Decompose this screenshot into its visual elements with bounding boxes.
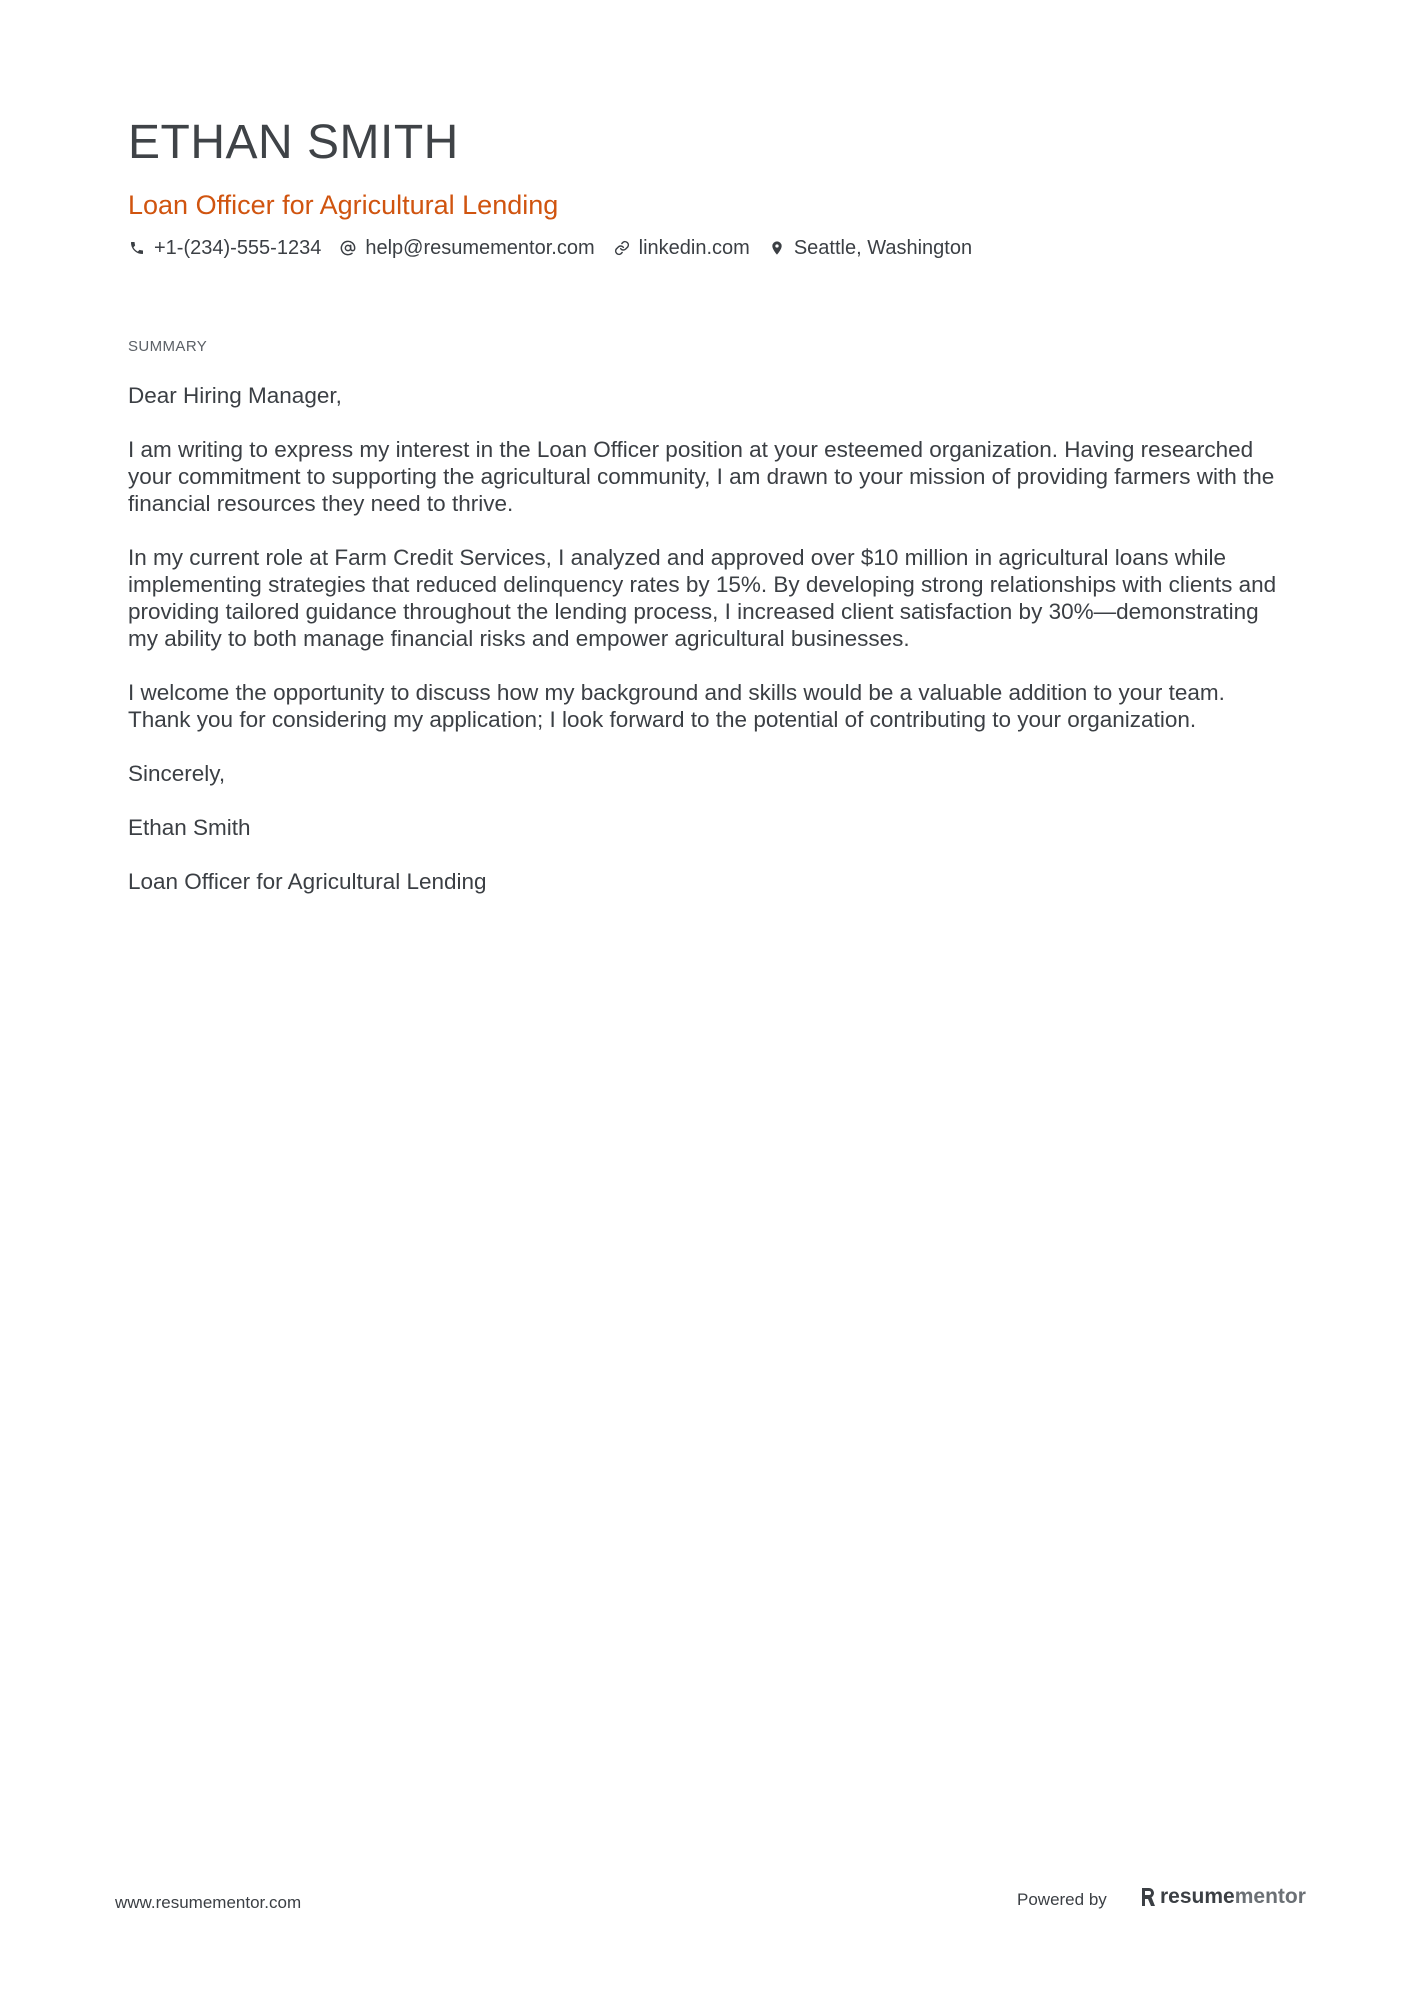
footer-website-link[interactable]: www.resumementor.com (115, 1893, 302, 1912)
phone-text: +1-(234)-555-1234 (154, 237, 322, 259)
phone-icon (128, 239, 146, 257)
closing: Sincerely, (128, 761, 226, 786)
paragraph: I welcome the opportunity to discuss how my background and skills would be a valuable addition to your team. Thank you for considering my application; I look forward to the potential of contributing to your organization. (128, 680, 1225, 732)
brand-logo[interactable] (1140, 1885, 1306, 1909)
greeting: Dear Hiring Manager, (128, 383, 342, 408)
candidate-role: Loan Officer for Agricultural Lending (128, 190, 559, 220)
candidate-name: ETHAN SMITH (128, 116, 459, 169)
contact-phone (128, 234, 321, 262)
powered-by-label: Powered by (1017, 1890, 1107, 1909)
map-pin-icon (768, 239, 786, 257)
paragraph: In my current role at Farm Credit Services, I analyzed and approved over $10 million in agricultural loans while implementing strategies that reduced delinquency rates by 15%. By developing strong relationships with clients and providing tailored guidance throughout the lending process, I increased client satisfaction by 30%—demonstrating my ability to both manage financial risks and empower agricultural businesses. (128, 545, 1277, 651)
contact-location (768, 234, 972, 262)
contact-email (339, 234, 594, 262)
contact-linkedin (613, 234, 750, 262)
location-text: Seattle, Washington (793, 237, 973, 259)
at-sign-icon (339, 239, 357, 257)
brand-text-mentor: mentor (1234, 1885, 1306, 1908)
brand-text-resume: resume (1160, 1885, 1235, 1908)
signature-title: Loan Officer for Agricultural Lending (128, 869, 487, 894)
email-text: help@resumementor.com (365, 237, 595, 259)
header (128, 112, 1288, 262)
section-heading-summary: SUMMARY (128, 338, 208, 355)
contact-bar (128, 234, 1288, 262)
letter-body (128, 382, 1278, 922)
brand-mark-icon (1140, 1886, 1156, 1908)
paragraph: I am writing to express my interest in the Loan Officer position at your esteemed organization. Having researched your commitment to supporting the agricultural community, I am drawn to your mission of providing farmers with the financial resources they need to thrive. (128, 437, 1275, 516)
signature-name: Ethan Smith (128, 815, 251, 840)
link-icon (613, 239, 631, 257)
linkedin-text: linkedin.com (638, 237, 750, 259)
